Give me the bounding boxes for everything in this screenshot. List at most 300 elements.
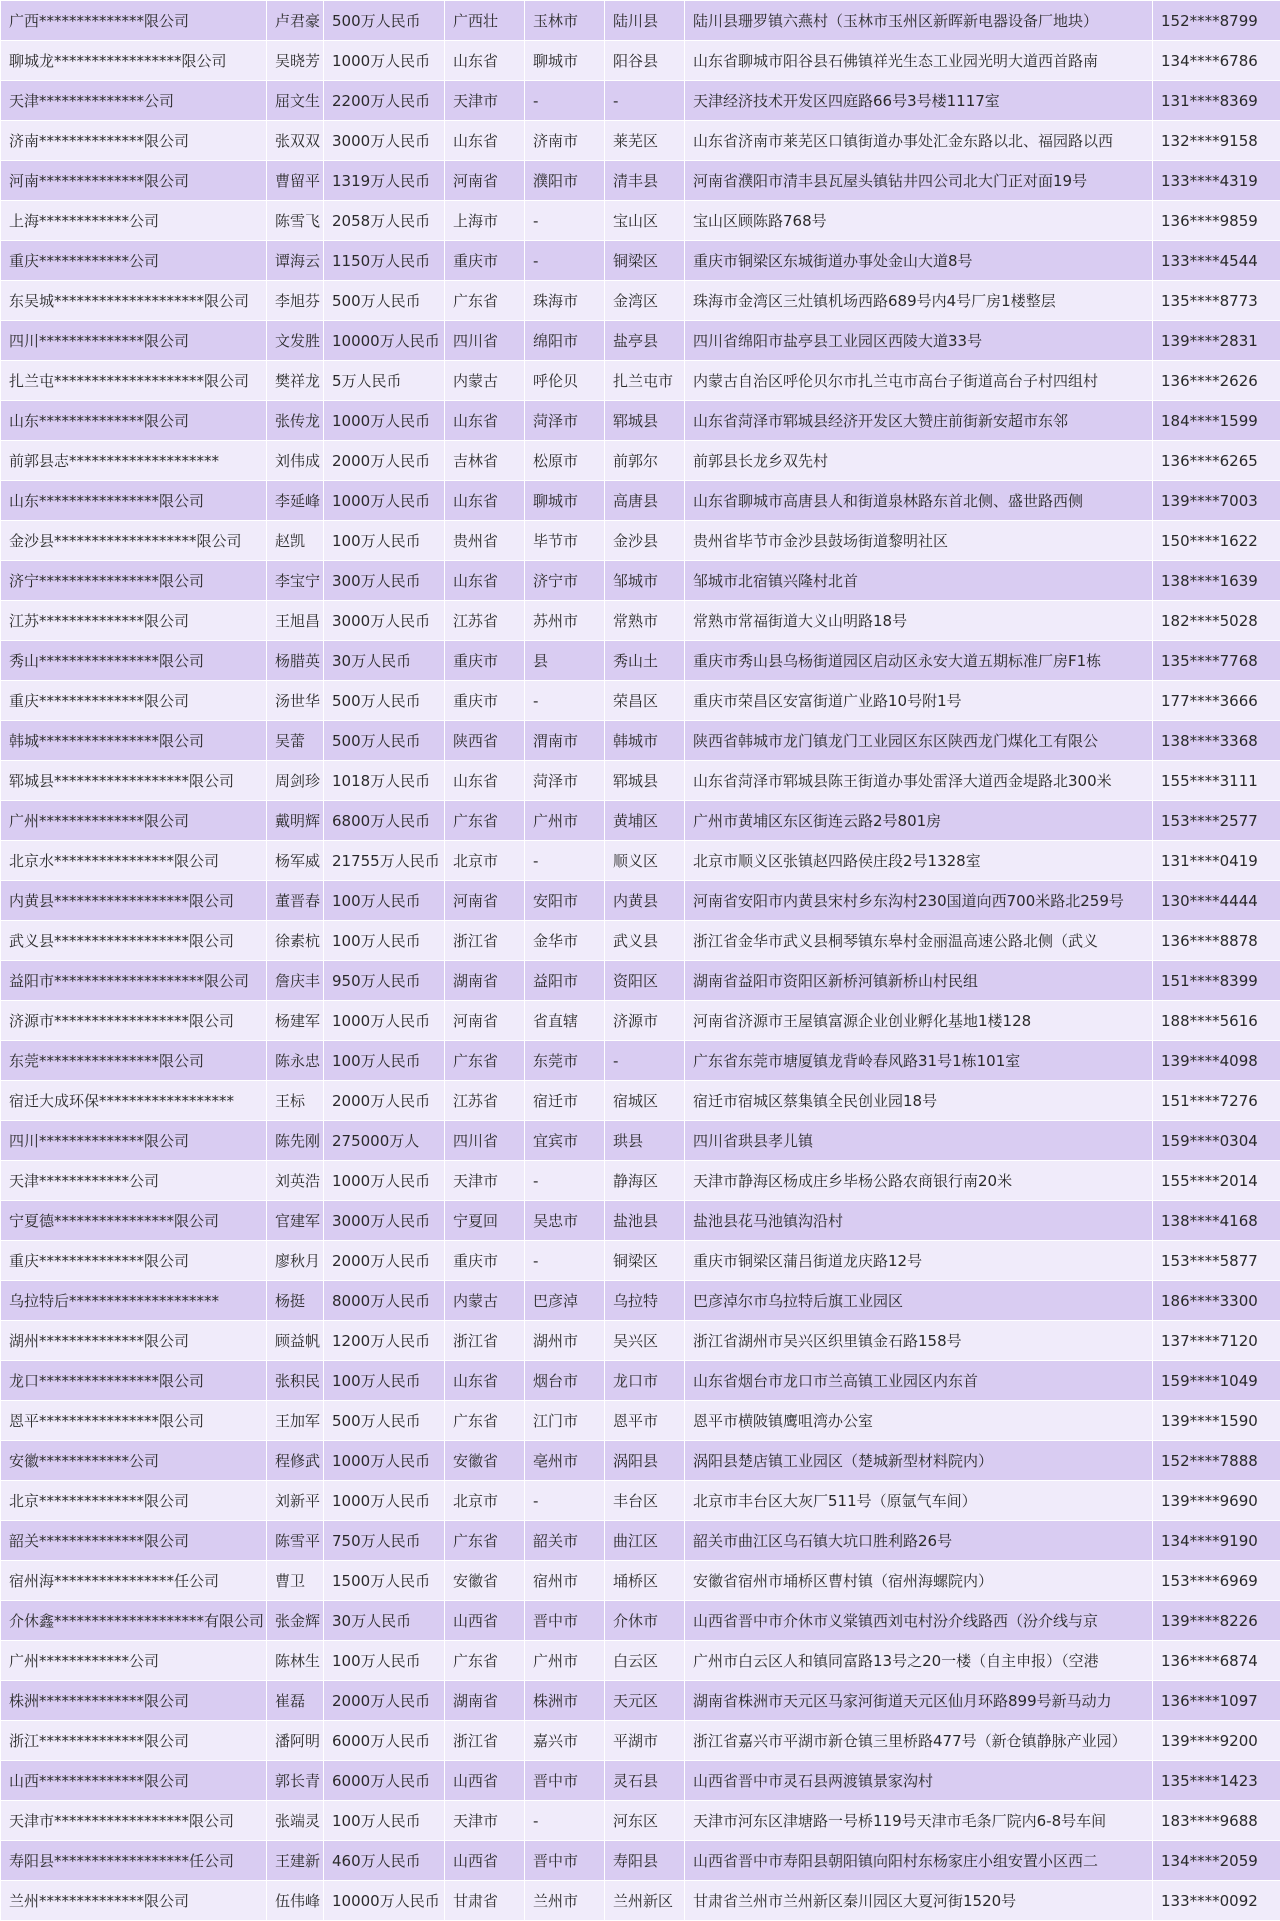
registered-capital-cell: 100万人民币: [324, 1801, 445, 1841]
city-cell: -: [525, 841, 605, 881]
province-cell: 浙江省: [445, 921, 525, 961]
registered-capital-cell: 1200万人民币: [324, 1321, 445, 1361]
province-cell: 山东省: [445, 121, 525, 161]
phone-cell: 138****1639: [1153, 561, 1280, 601]
table-row: [1, 841, 1280, 881]
phone-cell: 150****1622: [1153, 521, 1280, 561]
address-cell: 浙江省嘉兴市平湖市新仓镇三里桥路477号（新仓镇静脉产业园）: [685, 1721, 1153, 1761]
company-name-cell: 济源市******************限公司: [1, 1001, 267, 1041]
table-row: [1, 641, 1280, 681]
table-row: [1, 1641, 1280, 1681]
address-cell: 山东省聊城市阳谷县石佛镇祥光生态工业园光明大道西首路南: [685, 41, 1153, 81]
table-row: [1, 881, 1280, 921]
address-cell: 重庆市秀山县乌杨街道园区启动区永安大道五期标准厂房F1栋: [685, 641, 1153, 681]
legal-representative-cell: 屈文生: [267, 81, 324, 121]
company-name-cell: 河南**************限公司: [1, 161, 267, 201]
registered-capital-cell: 100万人民币: [324, 1361, 445, 1401]
legal-representative-cell: 王旭昌: [267, 601, 324, 641]
district-cell: 寿阳县: [605, 1841, 685, 1881]
table-row: [1, 721, 1280, 761]
city-cell: 菏泽市: [525, 761, 605, 801]
registered-capital-cell: 2200万人民币: [324, 81, 445, 121]
phone-cell: 134****9190: [1153, 1521, 1280, 1561]
registered-capital-cell: 6000万人民币: [324, 1761, 445, 1801]
province-cell: 北京市: [445, 841, 525, 881]
table-row: [1, 601, 1280, 641]
registered-capital-cell: 1000万人民币: [324, 1161, 445, 1201]
company-name-cell: 江苏**************限公司: [1, 601, 267, 641]
company-name-cell: 浙江**************限公司: [1, 1721, 267, 1761]
address-cell: 河南省濮阳市清丰县瓦屋头镇钻井四公司北大门正对面19号: [685, 161, 1153, 201]
province-cell: 江苏省: [445, 1081, 525, 1121]
city-cell: 兰州市: [525, 1881, 605, 1921]
district-cell: 郓城县: [605, 761, 685, 801]
phone-cell: 138****4168: [1153, 1201, 1280, 1241]
legal-representative-cell: 陈雪平: [267, 1521, 324, 1561]
province-cell: 天津市: [445, 1801, 525, 1841]
legal-representative-cell: 王标: [267, 1081, 324, 1121]
table-row: [1, 1801, 1280, 1841]
province-cell: 山东省: [445, 761, 525, 801]
district-cell: 邹城市: [605, 561, 685, 601]
phone-cell: 133****4319: [1153, 161, 1280, 201]
company-name-cell: 恩平****************限公司: [1, 1401, 267, 1441]
city-cell: 益阳市: [525, 961, 605, 1001]
district-cell: 盐池县: [605, 1201, 685, 1241]
province-cell: 山东省: [445, 401, 525, 441]
table-row: [1, 1721, 1280, 1761]
address-cell: 巴彦淖尔市乌拉特后旗工业园区: [685, 1281, 1153, 1321]
address-cell: 安徽省宿州市埇桥区曹村镇（宿州海螺院内）: [685, 1561, 1153, 1601]
address-cell: 涡阳县楚店镇工业园区（楚城新型材料院内）: [685, 1441, 1153, 1481]
district-cell: 清丰县: [605, 161, 685, 201]
legal-representative-cell: 文发胜: [267, 321, 324, 361]
district-cell: 河东区: [605, 1801, 685, 1841]
address-cell: 盐池县花马池镇沟沿村: [685, 1201, 1153, 1241]
province-cell: 浙江省: [445, 1721, 525, 1761]
city-cell: 松原市: [525, 441, 605, 481]
legal-representative-cell: 张积民: [267, 1361, 324, 1401]
city-cell: 济宁市: [525, 561, 605, 601]
phone-cell: 153****6969: [1153, 1561, 1280, 1601]
address-cell: 邹城市北宿镇兴隆村北首: [685, 561, 1153, 601]
district-cell: 龙口市: [605, 1361, 685, 1401]
province-cell: 山西省: [445, 1841, 525, 1881]
phone-cell: 151****7276: [1153, 1081, 1280, 1121]
table-row: [1, 1241, 1280, 1281]
company-name-cell: 宁夏德****************限公司: [1, 1201, 267, 1241]
table-row: [1, 1441, 1280, 1481]
registered-capital-cell: 500万人民币: [324, 1401, 445, 1441]
city-cell: -: [525, 1481, 605, 1521]
city-cell: 宿州市: [525, 1561, 605, 1601]
city-cell: -: [525, 81, 605, 121]
company-name-cell: 山东****************限公司: [1, 481, 267, 521]
registered-capital-cell: 30万人民币: [324, 641, 445, 681]
table-row: [1, 1601, 1280, 1641]
table-row: [1, 1001, 1280, 1041]
registered-capital-cell: 1000万人民币: [324, 481, 445, 521]
city-cell: 晋中市: [525, 1841, 605, 1881]
table-row: [1, 1761, 1280, 1801]
province-cell: 广东省: [445, 1041, 525, 1081]
table-row: [1, 481, 1280, 521]
city-cell: 烟台市: [525, 1361, 605, 1401]
legal-representative-cell: 杨军威: [267, 841, 324, 881]
legal-representative-cell: 郭长青: [267, 1761, 324, 1801]
city-cell: 濮阳市: [525, 161, 605, 201]
legal-representative-cell: 李延峰: [267, 481, 324, 521]
table-row: [1, 401, 1280, 441]
address-cell: 陆川县珊罗镇六燕村（玉林市玉州区新晖新电器设备厂地块）: [685, 1, 1153, 41]
table-row: [1, 241, 1280, 281]
address-cell: 重庆市铜梁区蒲吕街道龙庆路12号: [685, 1241, 1153, 1281]
company-name-cell: 安徽************公司: [1, 1441, 267, 1481]
legal-representative-cell: 廖秋月: [267, 1241, 324, 1281]
province-cell: 河南省: [445, 1001, 525, 1041]
company-name-cell: 兰州**************限公司: [1, 1881, 267, 1921]
legal-representative-cell: 刘新平: [267, 1481, 324, 1521]
legal-representative-cell: 官建军: [267, 1201, 324, 1241]
city-cell: 株洲市: [525, 1681, 605, 1721]
address-cell: 珠海市金湾区三灶镇机场西路689号内4号厂房1楼整层: [685, 281, 1153, 321]
legal-representative-cell: 赵凯: [267, 521, 324, 561]
legal-representative-cell: 顾益帆: [267, 1321, 324, 1361]
district-cell: 盐亭县: [605, 321, 685, 361]
company-name-cell: 湖州**************限公司: [1, 1321, 267, 1361]
phone-cell: 138****3368: [1153, 721, 1280, 761]
address-cell: 贵州省毕节市金沙县鼓场街道黎明社区: [685, 521, 1153, 561]
registered-capital-cell: 2000万人民币: [324, 1081, 445, 1121]
legal-representative-cell: 曹留平: [267, 161, 324, 201]
province-cell: 浙江省: [445, 1321, 525, 1361]
phone-cell: 159****0304: [1153, 1121, 1280, 1161]
address-cell: 山西省晋中市灵石县两渡镇景家沟村: [685, 1761, 1153, 1801]
city-cell: 省直辖: [525, 1001, 605, 1041]
district-cell: 灵石县: [605, 1761, 685, 1801]
phone-cell: 139****8226: [1153, 1601, 1280, 1641]
company-name-cell: 济宁****************限公司: [1, 561, 267, 601]
city-cell: 渭南市: [525, 721, 605, 761]
legal-representative-cell: 樊祥龙: [267, 361, 324, 401]
province-cell: 内蒙古: [445, 361, 525, 401]
district-cell: 金湾区: [605, 281, 685, 321]
company-name-cell: 天津************公司: [1, 1161, 267, 1201]
province-cell: 重庆市: [445, 1241, 525, 1281]
table-row: [1, 1841, 1280, 1881]
registered-capital-cell: 500万人民币: [324, 721, 445, 761]
phone-cell: 153****5877: [1153, 1241, 1280, 1281]
district-cell: 兰州新区: [605, 1881, 685, 1921]
city-cell: 嘉兴市: [525, 1721, 605, 1761]
company-name-cell: 广州************公司: [1, 1641, 267, 1681]
legal-representative-cell: 刘伟成: [267, 441, 324, 481]
registered-capital-cell: 21755万人民币: [324, 841, 445, 881]
city-cell: 广州市: [525, 801, 605, 841]
legal-representative-cell: 张双双: [267, 121, 324, 161]
legal-representative-cell: 王建新: [267, 1841, 324, 1881]
district-cell: 恩平市: [605, 1401, 685, 1441]
table-row: [1, 761, 1280, 801]
phone-cell: 183****9688: [1153, 1801, 1280, 1841]
phone-cell: 136****9859: [1153, 201, 1280, 241]
address-cell: 重庆市荣昌区安富街道广业路10号附1号: [685, 681, 1153, 721]
address-cell: 前郭县长龙乡双先村: [685, 441, 1153, 481]
district-cell: 宿城区: [605, 1081, 685, 1121]
table-row: [1, 1321, 1280, 1361]
address-cell: 广东省东莞市塘厦镇龙背岭春风路31号1栋101室: [685, 1041, 1153, 1081]
company-name-cell: 寿阳县******************任公司: [1, 1841, 267, 1881]
province-cell: 广西壮: [445, 1, 525, 41]
district-cell: 乌拉特: [605, 1281, 685, 1321]
company-name-cell: 上海************公司: [1, 201, 267, 241]
legal-representative-cell: 谭海云: [267, 241, 324, 281]
district-cell: 铜梁区: [605, 241, 685, 281]
city-cell: -: [525, 1161, 605, 1201]
registered-capital-cell: 100万人民币: [324, 1041, 445, 1081]
company-name-cell: 秀山****************限公司: [1, 641, 267, 681]
table-row: [1, 1161, 1280, 1201]
province-cell: 重庆市: [445, 681, 525, 721]
legal-representative-cell: 李旭芬: [267, 281, 324, 321]
table-row: [1, 681, 1280, 721]
district-cell: 荣昌区: [605, 681, 685, 721]
legal-representative-cell: 李宝宁: [267, 561, 324, 601]
registered-capital-cell: 100万人民币: [324, 881, 445, 921]
registered-capital-cell: 3000万人民币: [324, 121, 445, 161]
city-cell: 广州市: [525, 1641, 605, 1681]
legal-representative-cell: 张传龙: [267, 401, 324, 441]
city-cell: 宿迁市: [525, 1081, 605, 1121]
legal-representative-cell: 董晋春: [267, 881, 324, 921]
registered-capital-cell: 1000万人民币: [324, 1441, 445, 1481]
province-cell: 内蒙古: [445, 1281, 525, 1321]
legal-representative-cell: 戴明辉: [267, 801, 324, 841]
province-cell: 湖南省: [445, 1681, 525, 1721]
phone-cell: 131****0419: [1153, 841, 1280, 881]
address-cell: 天津市静海区杨成庄乡毕杨公路农商银行南20米: [685, 1161, 1153, 1201]
district-cell: 内黄县: [605, 881, 685, 921]
city-cell: 亳州市: [525, 1441, 605, 1481]
registered-capital-cell: 2000万人民币: [324, 1241, 445, 1281]
registered-capital-cell: 3000万人民币: [324, 601, 445, 641]
legal-representative-cell: 周剑珍: [267, 761, 324, 801]
city-cell: 珠海市: [525, 281, 605, 321]
address-cell: 常熟市常福街道大义山明路18号: [685, 601, 1153, 641]
phone-cell: 139****9200: [1153, 1721, 1280, 1761]
legal-representative-cell: 王加军: [267, 1401, 324, 1441]
legal-representative-cell: 汤世华: [267, 681, 324, 721]
province-cell: 贵州省: [445, 521, 525, 561]
phone-cell: 186****3300: [1153, 1281, 1280, 1321]
province-cell: 山东省: [445, 561, 525, 601]
company-name-cell: 天津市******************限公司: [1, 1801, 267, 1841]
table-body: [1, 1, 1280, 1921]
company-name-cell: 金沙县*******************限公司: [1, 521, 267, 561]
company-name-cell: 宿州海****************任公司: [1, 1561, 267, 1601]
phone-cell: 136****6265: [1153, 441, 1280, 481]
registered-capital-cell: 1000万人民币: [324, 41, 445, 81]
table-row: [1, 1881, 1280, 1921]
phone-cell: 139****9690: [1153, 1481, 1280, 1521]
district-cell: 曲江区: [605, 1521, 685, 1561]
phone-cell: 155****2014: [1153, 1161, 1280, 1201]
address-cell: 浙江省金华市武义县桐琴镇东皋村金丽温高速公路北侧（武义: [685, 921, 1153, 961]
city-cell: 江门市: [525, 1401, 605, 1441]
company-name-cell: 乌拉特后********************: [1, 1281, 267, 1321]
registered-capital-cell: 2000万人民币: [324, 1681, 445, 1721]
city-cell: 湖州市: [525, 1321, 605, 1361]
company-name-cell: 重庆************公司: [1, 241, 267, 281]
province-cell: 安徽省: [445, 1441, 525, 1481]
legal-representative-cell: 詹庆丰: [267, 961, 324, 1001]
table-row: [1, 41, 1280, 81]
company-name-cell: 前郭县志********************: [1, 441, 267, 481]
district-cell: 高唐县: [605, 481, 685, 521]
phone-cell: 177****3666: [1153, 681, 1280, 721]
registered-capital-cell: 500万人民币: [324, 681, 445, 721]
phone-cell: 139****2831: [1153, 321, 1280, 361]
registered-capital-cell: 100万人民币: [324, 1641, 445, 1681]
address-cell: 湖南省株洲市天元区马家河街道天元区仙月环路899号新马动力: [685, 1681, 1153, 1721]
legal-representative-cell: 陈林生: [267, 1641, 324, 1681]
district-cell: 陆川县: [605, 1, 685, 41]
table-row: [1, 201, 1280, 241]
registered-capital-cell: 6000万人民币: [324, 1721, 445, 1761]
registered-capital-cell: 275000万人: [324, 1121, 445, 1161]
table-row: [1, 961, 1280, 1001]
district-cell: -: [605, 1041, 685, 1081]
phone-cell: 139****1590: [1153, 1401, 1280, 1441]
address-cell: 山西省晋中市介休市义棠镇西刘屯村汾介线路西（汾介线与京: [685, 1601, 1153, 1641]
address-cell: 山东省聊城市高唐县人和街道泉林路东首北侧、盛世路西侧: [685, 481, 1153, 521]
address-cell: 河南省安阳市内黄县宋村乡东沟村230国道向西700米路北259号: [685, 881, 1153, 921]
table-row: [1, 1121, 1280, 1161]
province-cell: 广东省: [445, 281, 525, 321]
address-cell: 山东省济南市莱芜区口镇街道办事处汇金东路以北、福园路以西: [685, 121, 1153, 161]
registered-capital-cell: 30万人民币: [324, 1601, 445, 1641]
district-cell: 顺义区: [605, 841, 685, 881]
city-cell: 县: [525, 641, 605, 681]
registered-capital-cell: 2000万人民币: [324, 441, 445, 481]
table-row: [1, 921, 1280, 961]
address-cell: 山东省烟台市龙口市兰高镇工业园区内东首: [685, 1361, 1153, 1401]
province-cell: 宁夏回: [445, 1201, 525, 1241]
district-cell: 韩城市: [605, 721, 685, 761]
city-cell: 菏泽市: [525, 401, 605, 441]
table-row: [1, 441, 1280, 481]
province-cell: 甘肃省: [445, 1881, 525, 1921]
district-cell: 资阳区: [605, 961, 685, 1001]
company-name-cell: 天津**************公司: [1, 81, 267, 121]
city-cell: -: [525, 201, 605, 241]
legal-representative-cell: 曹卫: [267, 1561, 324, 1601]
company-name-cell: 介休鑫********************有限公司: [1, 1601, 267, 1641]
address-cell: 天津市河东区津塘路一号桥119号天津市毛条厂院内6-8号车间: [685, 1801, 1153, 1841]
phone-cell: 130****4444: [1153, 881, 1280, 921]
legal-representative-cell: 陈雪飞: [267, 201, 324, 241]
phone-cell: 135****7768: [1153, 641, 1280, 681]
legal-representative-cell: 陈先刚: [267, 1121, 324, 1161]
city-cell: -: [525, 1801, 605, 1841]
city-cell: 宜宾市: [525, 1121, 605, 1161]
company-name-cell: 北京水****************限公司: [1, 841, 267, 881]
company-name-cell: 重庆**************限公司: [1, 1241, 267, 1281]
table-row: [1, 801, 1280, 841]
registered-capital-cell: 500万人民币: [324, 1, 445, 41]
phone-cell: 182****5028: [1153, 601, 1280, 641]
registered-capital-cell: 950万人民币: [324, 961, 445, 1001]
city-cell: 济南市: [525, 121, 605, 161]
city-cell: 安阳市: [525, 881, 605, 921]
address-cell: 陕西省韩城市龙门镇龙门工业园区东区陕西龙门煤化工有限公: [685, 721, 1153, 761]
legal-representative-cell: 吴蕾: [267, 721, 324, 761]
province-cell: 上海市: [445, 201, 525, 241]
address-cell: 广州市黄埔区东区街连云路2号801房: [685, 801, 1153, 841]
province-cell: 重庆市: [445, 641, 525, 681]
province-cell: 吉林省: [445, 441, 525, 481]
district-cell: 丰台区: [605, 1481, 685, 1521]
district-cell: 秀山土: [605, 641, 685, 681]
company-name-cell: 宿迁大成环保******************: [1, 1081, 267, 1121]
legal-representative-cell: 伍伟峰: [267, 1881, 324, 1921]
company-name-cell: 韩城****************限公司: [1, 721, 267, 761]
table-row: [1, 1081, 1280, 1121]
registered-capital-cell: 10000万人民币: [324, 321, 445, 361]
legal-representative-cell: 卢君豪: [267, 1, 324, 41]
district-cell: 前郭尔: [605, 441, 685, 481]
legal-representative-cell: 张金辉: [267, 1601, 324, 1641]
company-name-cell: 山西**************限公司: [1, 1761, 267, 1801]
phone-cell: 152****8799: [1153, 1, 1280, 41]
province-cell: 广东省: [445, 1401, 525, 1441]
legal-representative-cell: 杨挺: [267, 1281, 324, 1321]
registered-capital-cell: 100万人民币: [324, 521, 445, 561]
city-cell: 巴彦淖: [525, 1281, 605, 1321]
legal-representative-cell: 徐素杭: [267, 921, 324, 961]
address-cell: 山东省菏泽市郓城县陈王街道办事处雷泽大道西金堤路北300米: [685, 761, 1153, 801]
district-cell: 济源市: [605, 1001, 685, 1041]
district-cell: 白云区: [605, 1641, 685, 1681]
city-cell: 绵阳市: [525, 321, 605, 361]
registered-capital-cell: 6800万人民币: [324, 801, 445, 841]
city-cell: 呼伦贝: [525, 361, 605, 401]
address-cell: 天津经济技术开发区四庭路66号3号楼1117室: [685, 81, 1153, 121]
registered-capital-cell: 1000万人民币: [324, 1001, 445, 1041]
company-name-cell: 广西**************限公司: [1, 1, 267, 41]
province-cell: 安徽省: [445, 1561, 525, 1601]
district-cell: 吴兴区: [605, 1321, 685, 1361]
city-cell: 晋中市: [525, 1601, 605, 1641]
province-cell: 山西省: [445, 1761, 525, 1801]
legal-representative-cell: 杨腊英: [267, 641, 324, 681]
table-row: [1, 1521, 1280, 1561]
phone-cell: 136****1097: [1153, 1681, 1280, 1721]
registered-capital-cell: 100万人民币: [324, 921, 445, 961]
company-name-cell: 武义县******************限公司: [1, 921, 267, 961]
company-name-cell: 益阳市********************限公司: [1, 961, 267, 1001]
legal-representative-cell: 陈永忠: [267, 1041, 324, 1081]
phone-cell: 152****7888: [1153, 1441, 1280, 1481]
company-name-cell: 韶关**************限公司: [1, 1521, 267, 1561]
company-name-cell: 济南**************限公司: [1, 121, 267, 161]
address-cell: 内蒙古自治区呼伦贝尔市扎兰屯市高台子街道高台子村四组村: [685, 361, 1153, 401]
company-name-cell: 聊城龙*****************限公司: [1, 41, 267, 81]
company-name-cell: 重庆**************限公司: [1, 681, 267, 721]
address-cell: 北京市丰台区大灰厂511号（原氩气车间）: [685, 1481, 1153, 1521]
province-cell: 河南省: [445, 881, 525, 921]
address-cell: 浙江省湖州市吴兴区织里镇金石路158号: [685, 1321, 1153, 1361]
